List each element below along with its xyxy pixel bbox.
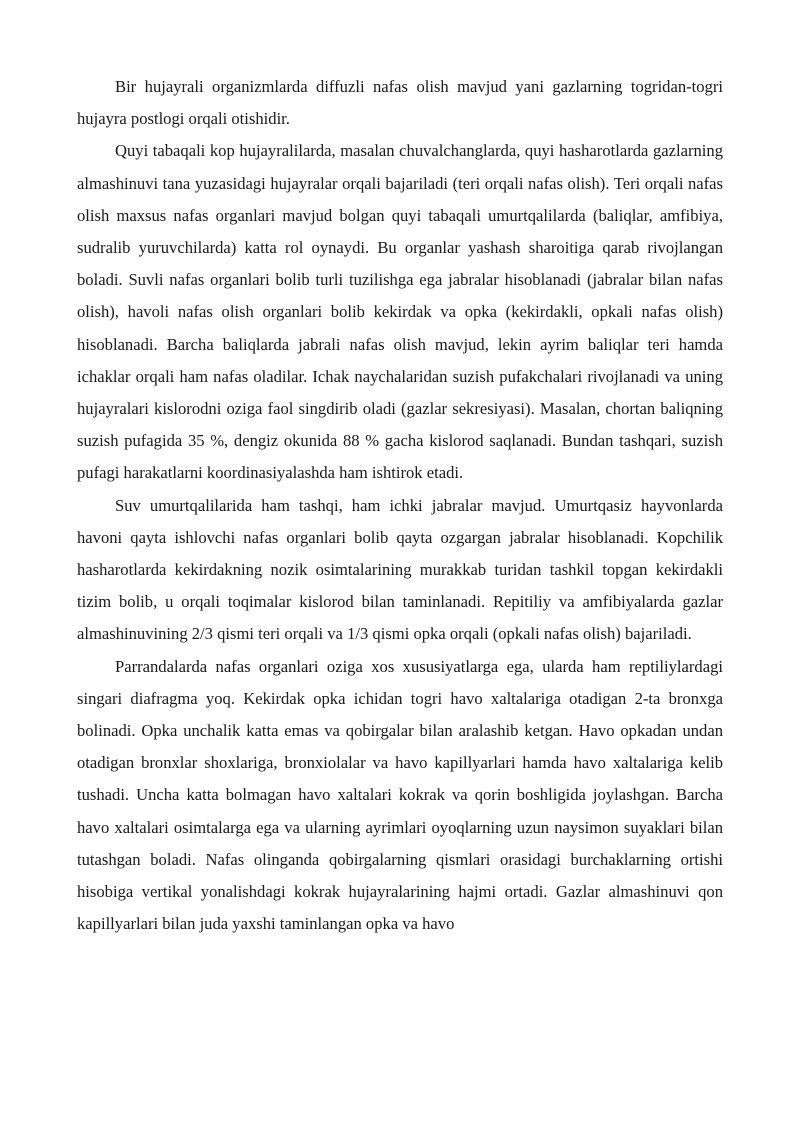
document-page — [77, 71, 723, 940]
paragraph-1: Bir hujayrali organizmlarda diffuzli nafas olish mavjud yani gazlarning togridan-togri hujayra postlogi orqali otishidir. — [77, 77, 723, 129]
paragraph-4: Parrandalarda nafas organlari oziga xos xususiyatlarga ega, ularda ham reptiliylardagi singari diafragma yoq. Kekirdak opka ichidan togri havo xaltalariga otadigan 2-ta bronxga bolinadi. Opka unchalik katta emas va qobirgalar bilan aralashib ketgan. Havo opkadan undan otadigan bronxlar shoxlariga, bronxiolalar va havo kapillyarlari hamda havo xaltalariga kelib tushadi. Uncha katta bolmagan havo xaltalari kokrak va qorin boshligida joylashgan. Barcha havo xaltalari osimtalarga ega va ularning ayrimlari oyoqlarning uzun naysimon suyaklari bilan tutashgan boladi. Nafas olinganda qobirgalarning qismlari orasidagi burchaklarning ortishi hisobiga vertikal yonalishdagi kokrak hujayralarining hajmi ortadi. Gazlar almashinuvi qon kapillyarlari bilan juda yaxshi taminlangan opka va havo — [77, 656, 723, 934]
paragraph-2: Quyi tabaqali kop hujayralilarda, masalan chuvalchanglarda, quyi hasharotlarda gazlarning almashinuvi tana yuzasidagi hujayralar orqali bajariladi (teri orqali nafas olish). Teri orqali nafas olish maxsus nafas organlari mavjud bolgan quyi tabaqali umurtqalilarda (baliqlar, amfibiya, sudralib yuruvchilarda) katta rol oynaydi. Bu organlar yashash sharoitiga qarab rivojlangan boladi. Suvli nafas organlari bolib turli tuzilishga ega jabralar hisoblanadi (jabralar bilan nafas olish), havoli nafas olish organlari bolib kekirdak va opka (kekirdakli, opkali nafas olish) hisoblanadi. Barcha baliqlarda jabrali nafas olish mavjud, lekin ayrim baliqlar teri hamda ichaklar orqali ham nafas oladilar. Ichak naychalaridan suzish pufakchalari rivojlanadi va uning hujayralari kislorodni oziga faol singdirib oladi (gazlar sekresiyasi). Masalan, chortan baliqning suzish pufagida 35 %, dengiz okunida 88 % gacha kislorod saqlanadi. Bundan tashqari, suzish pufagi harakatlarni koordinasiyalashda ham ishtirok etadi. — [77, 141, 723, 483]
paragraph-3: Suv umurtqalilarida ham tashqi, ham ichki jabralar mavjud. Umurtqasiz hayvonlarda havoni qayta ishlovchi nafas organlari bolib qayta ozgargan jabralar hisoblanadi. Kopchilik hasharotlarda kekirdakning nozik osimtalarining murakkab turidan tashkil topgan kekirdakli tizim bolib, u orqali toqimalar kislorod bilan taminlanadi. Repitiliy va amfibiyalarda gazlar almashinuvining 2/3 qismi teri orqali va 1/3 qismi opka orqali (opkali nafas olish) bajariladi. — [77, 495, 723, 644]
